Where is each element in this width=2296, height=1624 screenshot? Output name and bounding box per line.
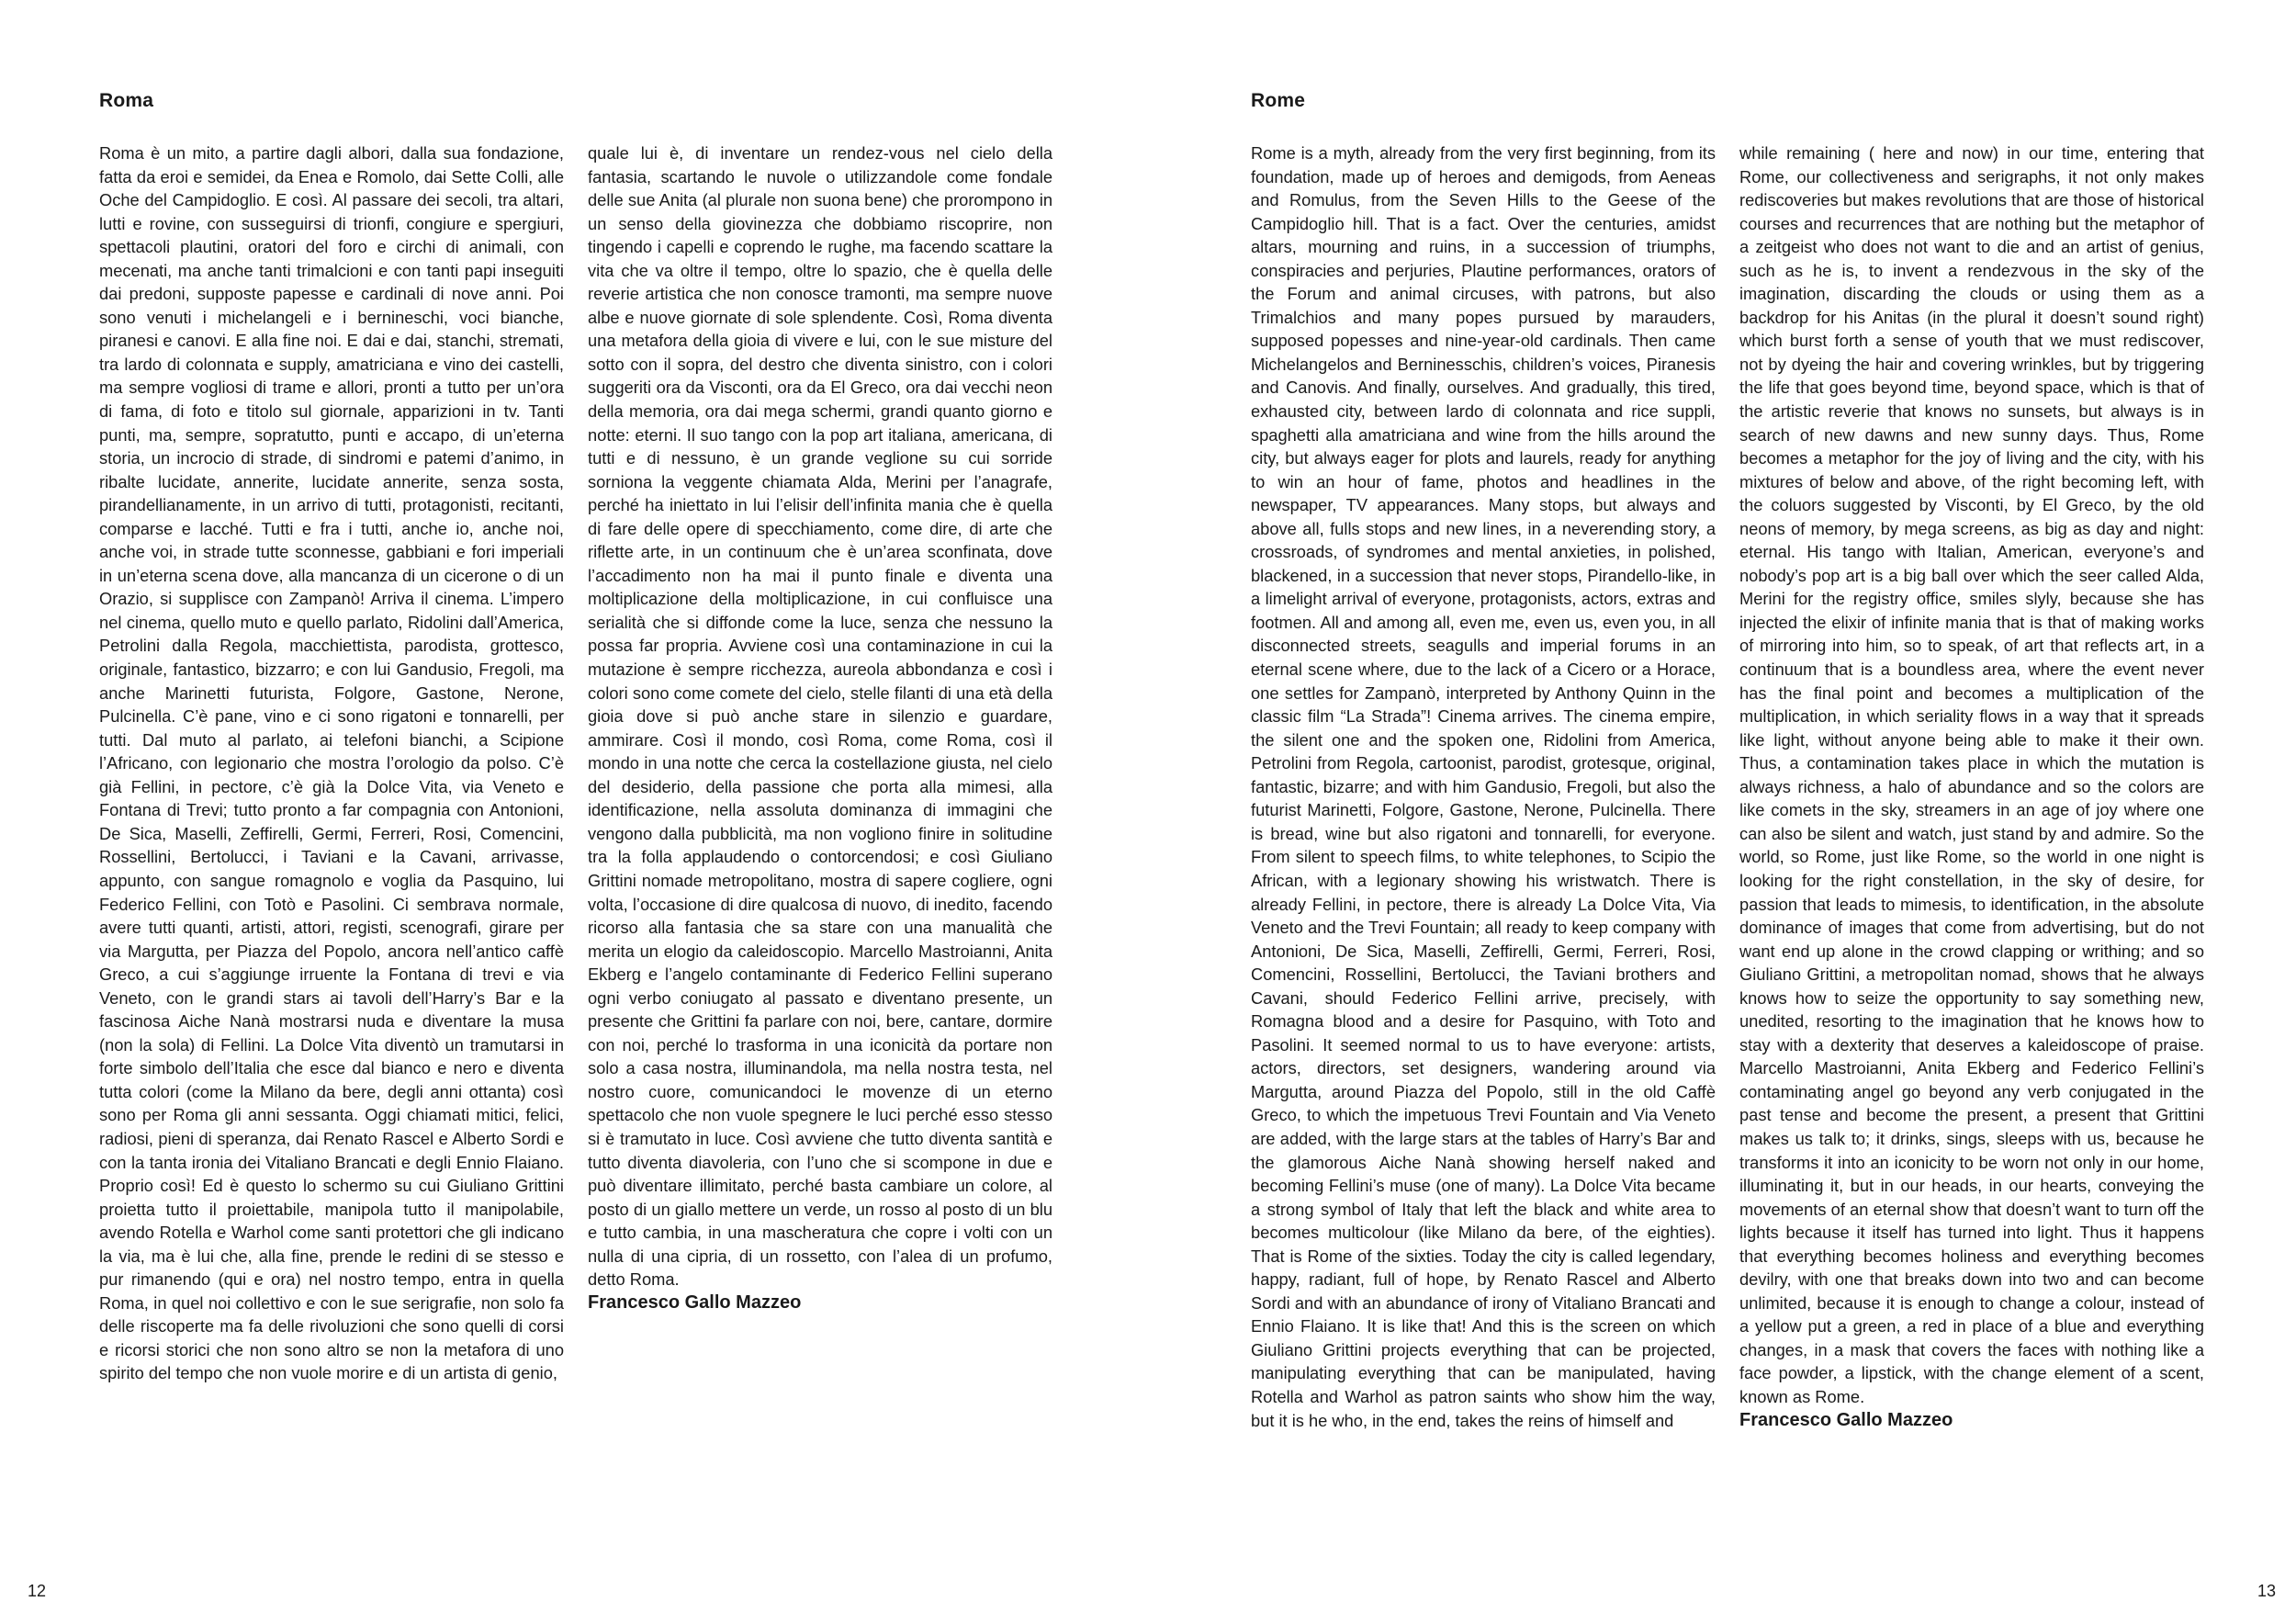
left-page-number: 12 [28,1582,47,1600]
left-page-title: Roma [99,90,154,111]
right-page-title: Rome [1251,90,1306,111]
right-page [1148,0,2296,1624]
left-column-1-text: Roma è un mito, a partire dagli albori, dalla sua fondazione, fatta da eroi e semidei, da Enea e Romolo, dai Sette Colli, alle Oche del Campidoglio. E così. Al passare dei secoli, tra altari, lutti e rovine, con susseguirsi di trionfi, congiure e spergiuri, spettacoli plautini, oratori del foro e circhi di animali, con mecenati, ma anche tanti trimalcioni e con tanti papi inseguiti dai predoni, supposte papesse e cardinali di nove anni. Poi sono venuti i michelangeli e i bernineschi, voci bianche, piranesi e canovi. E alla fine noi. E dai e dai, stanchi, stremati, tra lardo di colonnata e supply, amatriciana e vino dei castelli, ma sempre vogliosi di trame e allori, pronti a tutto per un’ora di fama, di foto e titolo sul giornale, apparizioni in tv. Tanti punti, ma, sempre, sopratutto, punti e accapo, di un’eterna storia, un incrocio di strade, di sindromi e patemi d’animo, in ribalte lucidate, annerite, lucidate annerite, senza sosta, pirandellianamente, in un arrivo di tutti, protagonisti, recitanti, comparse e lacché. Tutti e fra i tutti, anche io, anche noi, anche voi, in strade tutte sconnesse, gabbiani e fori imperiali in un’eterna scena dove, alla mancanza di un cicerone o di un Orazio, si supplisce con Zampanò! Arriva il cinema. L’impero nel cinema, quello muto e quello parlato, Ridolini dall’America, Petrolini dalla Regola, macchiettista, parodista, grottesco, originale, fantastico, bizzarro; e con lui Gandusio, Fregoli, ma anche Marinetti futurista, Folgore, Gastone, Nerone, Pulcinella. C’è pane, vino e ci sono rigatoni e tonnarelli, per tutti. Dal muto al parlato, ai telefoni bianchi, a Scipione l’Africano, con legionario che mostra l’orologio da polso. C’è già Fellini, in pectore, c’è già la Dolce Vita, via Veneto e Fontana di Trevi; tutto pronto a far compagnia con Antonioni, De Sica, Maselli, Zeffirelli, Germi, Ferreri, Rosi, Comencini, Rossellini, Bertolucci, i Taviani e la Cavani, arrivasse, appunto, con sangue romagnolo e voglia da Pasquino, lui Federico Fellini, con Totò e Pasolini. Ci sembrava normale, avere tutti quanti, artisti, attori, registi, scenografi, girare per via Margutta, per Piazza del Popolo, ancora nell’antico caffè Greco, a cui s’aggiunge irruente la Fontana di trevi e via Veneto, con le grandi stars ai tavoli dell’Harry’s Bar e la fascinosa Aiche Nanà mostrarsi nuda e diventare la musa (non la sola) di Fellini. La Dolce Vita diventò un tramutarsi in forte simbolo dell’Italia che esce dal bianco e nero e diventa tutta colori (come la Milano da bere, degli anni ottanta) così sono per Roma gli anni sessanta. Oggi chiamati mitici, felici, radiosi, pieni di speranza, dai Renato Rascel e Alberto Sordi e con la tanta ironia dei Vitaliano Brancati e degli Ennio Flaiano. Proprio così! Ed è questo lo schermo su cui Giuliano Grittini proietta tutto il proiettabile, manipola tutto il manipolabile, avendo Rotella e Warhol come santi protettori che gli indicano la via, ma è lui che, alla fine, prende le redini di se stesso e pur rimanendo (qui e ora) nel nostro tempo, entra in quella Roma, in quel noi collettivo e con le sue serigrafie, non solo fa delle riscoperte ma fa delle rivoluzioni che sono quelli di corsi e ricorsi storici che non sono altro se non la metafora di uno spirito del tempo che non vuole morire e di un artista di genio, [99,143,564,1383]
right-page-number: 13 [2257,1582,2277,1600]
left-column-1 [99,141,564,1385]
right-column-2-text: while remaining ( here and now) in our time, entering that Rome, our collectiveness and serigraphs, it not only makes rediscoveries but makes revolutions that are those of historical courses and recurrences that are nothing but the metaphor of a zeitgeist who does not want to die and an artist of genius, such as he is, to invent a rendezvous in the sky of the imagination, discarding the clouds or using them as a backdrop for his Anitas (in the plural it doesn’t sound right) which burst forth a sense of youth that we must rediscover, not by dyeing the hair and covering wrinkles, but by triggering the life that goes beyond time, beyond space, which is that of the artistic reverie that knows no sunsets, but always is in search of new dawns and new sunny days. Thus, Rome becomes a metaphor for the joy of living and the city, with his mixtures of below and above, of the right becoming left, with the coluors suggested by Visconti, by El Greco, by the old neons of memory, by mega screens, as big as day and night: eternal. His tango with Italian, American, everyone’s and nobody’s pop art is a big ball over which the seer called Alda, Merini for the registry office, smiles slyly, because she has injected the elixir of infinite mania that is that of making works of mirroring into him, so to speak, of art that reflects art, in a continuum that is a boundless area, where the event never has the final point and becomes a multiplication of the multiplication, in which seriality flows in a way that it spreads like light, without anyone being able to make it their own. Thus, a contamination takes place in which the mutation is always richness, a halo of abundance and so the colors are like comets in the sky, streamers in an age of joy where one can also be silent and watch, just stand by and admire. So the world, so Rome, just like Rome, so the world in one night is looking for the right constellation, in the sky of desire, for passion that leads to mimesis, to identification, in the absolute dominance of images that come from advertising, but do not want end up alone in the crowd clapping or writhing; and so Giuliano Grittini, a metropolitan nomad, shows that he always knows how to seize the opportunity to say something new, unedited, resorting to the imagination that he knows how to stay with a dexterity that deserves a kaleidoscope of praise. Marcello Mastroianni, Anita Ekberg and Federico Fellini’s contaminating angel go beyond any verb conjugated in the past tense and become the present, a present that Grittini makes us talk to; it drinks, sings, sleeps with us, because he transforms it into an iconicity to be worn not only in our home, illuminating it, but in our heads, in our hearts, conveying the movements of an eternal show that doesn’t want to turn off the lights because it itself has turned into light. Thus it happens that everything becomes holiness and everything becomes devilry, with one that breaks down into two and can become unlimited, because it is enough to change a colour, instead of a yellow put a green, a red in place of a blue and everything changes, in a mask that covers the faces with nothing like a face powder, a lipstick, with the change element of a scent, known as Rome. [1739,143,2204,1406]
right-author-signature: Francesco Gallo Mazzeo [1739,1409,1953,1430]
left-author-signature: Francesco Gallo Mazzeo [588,1291,802,1313]
left-column-2 [588,141,1052,1314]
right-column-2 [1739,141,2204,1432]
right-column-1 [1251,141,1716,1432]
right-column-1-text: Rome is a myth, already from the very first beginning, from its foundation, made up of heroes and demigods, from Aeneas and Romulus, from the Seven Hills to the Geese of the Campidoglio hill. That is a fact. Over the centuries, amidst altars, mourning and ruins, in a succession of triumphs, conspiracies and perjuries, Plautine performances, orators of the Forum and animal circuses, with patrons, but also Trimalchios and many popes pursued by marauders, supposed popesses and nine-year-old cardinals. Then came Michelangelos and Berninesschis, children’s voices, Piranesis and Canovis. And finally, ourselves. And gradually, this tired, exhausted city, between lardo di colonnata and rice suppli, spaghetti alla amatriciana and wine from the hills around the city, but always eager for plots and laurels, ready for anything to win an hour of fame, photos and headlines in the newspaper, TV appearances. Many stops, but always and above all, fulls stops and new lines, in a neverending story, a crossroads, of syndromes and mental anxieties, in polished, blackened, in a succession that never stops, Pirandello-like, in a limelight arrival of everyone, protagonists, actors, extras and footmen. All and among all, even me, even us, even you, in all disconnected streets, seagulls and imperial forums in an eternal scene where, due to the lack of a Cicero or a Horace, one settles for Zampanò, interpreted by Anthony Quinn in the classic film “La Strada”! Cinema arrives. The cinema empire, the silent one and the spoken one, Ridolini from America, Petrolini from Regola, cartoonist, parodist, grotesque, original, fantastic, bizarre; and with him Gandusio, Fregoli, but also the futurist Marinetti, Folgore, Gastone, Nerone, Pulcinella. There is bread, wine but also rigatoni and tonnarelli, for everyone. From silent to speech films, to white telephones, to Scipio the African, with a legionary showing his wristwatch. There is already Fellini, in pectore, there is already La Dolce Vita, Via Veneto and the Trevi Fountain; all ready to keep company with Antonioni, De Sica, Maselli, Zeffirelli, Germi, Ferreri, Rosi, Comencini, Rossellini, Bertolucci, the Taviani brothers and Cavani, should Federico Fellini arrive, precisely, with Romagna blood and a desire for Pasquino, with Toto and Pasolini. It seemed normal to us to have everyone: artists, actors, directors, set designers, wandering around via Margutta, around Piazza del Popolo, still in the old Caffè Greco, to which the impetuous Trevi Fountain and Via Veneto are added, with the large stars at the tables of Harry’s Bar and the glamorous Aiche Nanà showing herself naked and becoming Fellini’s muse (one of many). La Dolce Vita became a strong symbol of Italy that left the black and white area to becomes multicolour (like Milano da bere, of the eighties). That is Rome of the sixties. Today the city is called legendary, happy, radiant, full of hope, by Renato Rascel and Alberto Sordi and with an abundance of irony of Vitaliano Brancati and Ennio Flaiano. It is like that! And this is the screen on which Giuliano Grittini projects everything that can be projected, manipulating everything that can be manipulated, having Rotella and Warhol as patron saints who show him the way, but it is he who, in the end, takes the reins of himself and [1251,143,1716,1430]
left-column-2-text: quale lui è, di inventare un rendez-vous nel cielo della fantasia, scartando le nuvole o utilizzandole come fondale delle sue Anita (al plurale non suona bene) che prorompono in un senso della giovinezza che dobbiamo riscoprire, non tingendo i capelli e coprendo le rughe, ma facendo scattare la vita che va oltre il tempo, oltre lo spazio, che è quella delle reverie artistica che non conosce tramonti, ma sempre nuove albe e nuove giornate di sole splendente. Così, Roma diventa una metafora della gioia di vivere e lui, con le sue misture del sotto con il sopra, del destro che diventa sinistro, con i colori suggeriti ora da Visconti, ora da El Greco, ora dai vecchi neon della memoria, ora dai mega schermi, grandi quanto giorno e notte: eterni. Il suo tango con la pop art italiana, americana, di tutti e di nessuno, è un grande veglione su cui sorride sorniona la veggente chiamata Alda, Merini per l’anagrafe, perché ha iniettato in lui l’elisir dell’infinita mania che è quella di fare delle opere di specchiamento, come dire, di arte che riflette arte, in un continuum che è un’area sconfinata, dove l’accadimento non ha mai il punto finale e diventa una moltiplicazione della moltiplicazione, in cui confluisce una serialità che si diffonde come la luce, senza che nessuno la possa far propria. Avviene così una contaminazione in cui la mutazione è sempre ricchezza, aureola abbondanza e così i colori sono come comete del cielo, stelle filanti di una età della gioia dove si può anche stare in silenzio e guardare, ammirare. Così il mondo, così Roma, come Roma, così il mondo in una notte che cerca la costellazione giusta, nel cielo del desiderio, della passione che porta alla mimesi, alla identificazione, nella assoluta dominanza di immagini che vengono dalla pubblicità, ma non vogliono finire in solitudine tra la folla applaudendo o contorcendosi; e così Giuliano Grittini nomade metropolitano, mostra di sapere cogliere, ogni volta, l’occasione di dire qualcosa di nuovo, di inedito, facendo ricorso alla fantasia che sa stare con una manualità che merita un elogio da caleidoscopio. Marcello Mastroianni, Anita Ekberg e l’angelo contaminante di Federico Fellini superano ogni verbo coniugato al passato e diventano presente, un presente che Grittini fa parlare con noi, bere, cantare, dormire con noi, perché lo trasforma in una iconicità da portare non solo a casa nostra, illuminandola, ma nella nostra testa, nel nostro cuore, comunicandoci le movenze di un eterno spettacolo che non vuole spegnere le luci perché esso stesso si è tramutato in luce. Così avviene che tutto diventa santità e tutto diventa diavoleria, con l’uno che si scompone in due e può diventare illimitato, perché basta cambiare un colore, al posto di un giallo mettere un verde, un rosso al posto di un blu e tutto cambia, in una mascheratura che copre i volti con un nulla di una cipria, di un rossetto, con l’alea di un profumo, detto Roma. [588,143,1052,1290]
